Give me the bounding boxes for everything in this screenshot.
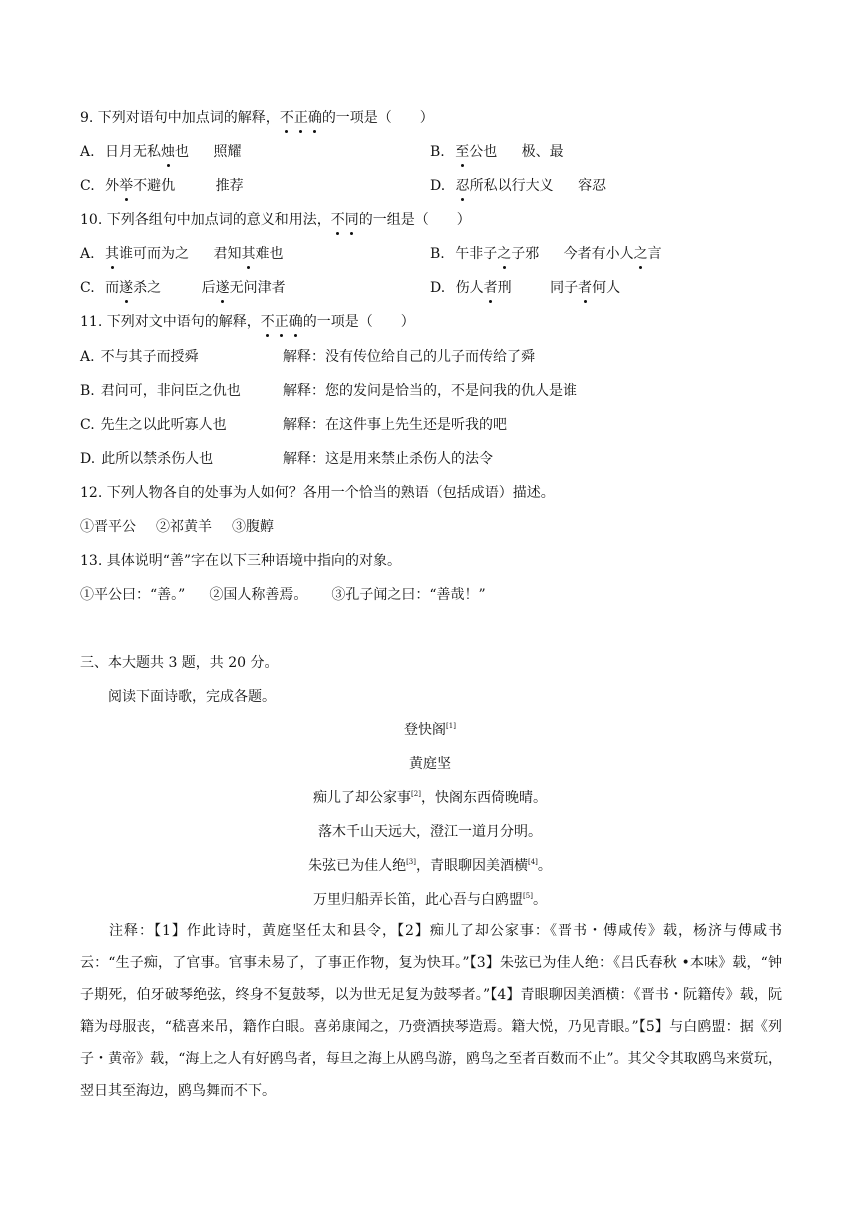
q13-items: ①平公曰：“善。” ②国人称善焉。 ③孔子闻之曰：“善哉！” (80, 587, 486, 603)
q9-option-c: C. 外举不避仇 推荐 (80, 178, 244, 194)
q9-option-d: D. 忍所私以行大义 容忍 (430, 178, 607, 194)
q9-emphasis: 不正确 (279, 110, 322, 126)
q10-option-b: B. 午非子之子邪 今者有小人之言 (430, 246, 662, 262)
section-heading: 三、本大题共 3 题，共 20 分。 (80, 655, 279, 671)
poem-line-3: 朱弦已为佳人绝[3]，青眼聊因美酒横[4]。 (308, 858, 552, 874)
q11-option-b-explanation: 解释：您的发问是恰当的，不是问我的仇人是谁 (283, 383, 577, 399)
q11-stem: 11. 下列对文中语句的解释，不正确的一项是（ ） (80, 314, 415, 330)
q11-option-c: C. 先生之以此听寡人也 (80, 417, 227, 433)
q10-stem: 10. 下列各组句中加点词的意义和用法，不同的一组是（ ） (80, 212, 471, 228)
poem-notes: 注释：【1】作此诗时，黄庭坚任太和县令，【2】痴儿了却公家事：《晋书・傅咸传》载，杨济与傅咸书云：“生子痴，了官事。官事未易了，了事正作物，复为快耳。”【3】朱弦已为佳人绝：《吕氏春秋 •本味》载，“钟子期死，伯牙破琴绝弦，终身不复鼓琴，以为世无足复为鼓琴者。”【4】青眼聊因美酒横：《晋书・阮籍传》载，阮籍为母服丧，“嵇喜来吊，籍作白眼。喜弟康闻之，乃赍酒挟琴造焉。籍大悦，乃见青眼。”【5】与白鸥盟：据《列子・黄帝》载，“海上之人有好鸥鸟者，每旦之海上从鸥鸟游，鸥鸟之至者百数而不止”。其父令其取鸥鸟来赏玩，翌日其至海边，鸥鸟舞而不下。 (80, 923, 782, 1099)
section-instruction: 阅读下面诗歌，完成各题。 (108, 689, 276, 705)
q10-option-a: A. 其谁可而为之 君知其难也 (80, 246, 284, 262)
poem-line-4: 万里归船弄长笛，此心吾与白鸥盟[5]。 (313, 892, 547, 908)
q10-emphasis: 不同 (330, 212, 359, 228)
q11-option-d-explanation: 解释：这是用来禁止杀伤人的法令 (283, 451, 493, 467)
q12-items: ①晋平公 ②祁黄羊 ③腹䵍 (80, 519, 274, 535)
q10-option-c: C. 而遂杀之 后遂无问津者 (80, 280, 286, 296)
poem-author: 黄庭坚 (409, 756, 451, 772)
q10-option-d: D. 伤人者刑 同子者何人 (430, 280, 621, 296)
q11-option-d: D. 此所以禁杀伤人也 (80, 451, 214, 467)
q11-option-c-explanation: 解释：在这件事上先生还是听我的吧 (283, 417, 507, 433)
q9-stem: 9. 下列对语句中加点词的解释，不正确的一项是（ ） (80, 110, 434, 126)
q11-option-b: B. 君问可，非问臣之仇也 (80, 383, 241, 399)
q9-option-a: A. 日月无私烛也 照耀 (80, 144, 242, 160)
q11-option-a: A. 不与其子而授舜 (80, 349, 199, 365)
poem-line-1: 痴儿了却公家事[2]，快阁东西倚晚晴。 (313, 790, 547, 806)
poem-line-2: 落木千山天远大，澄江一道月分明。 (318, 824, 542, 840)
q9-option-b: B. 至公也 极、最 (430, 144, 564, 160)
q12-stem: 12. 下列人物各自的处事为人如何？各用一个恰当的熟语（包括成语）描述。 (80, 485, 555, 501)
poem-title: 登快阁[1] (404, 722, 456, 738)
q11-emphasis: 不正确 (260, 314, 303, 330)
q13-stem: 13. 具体说明“善”字在以下三种语境中指向的对象。 (80, 553, 402, 569)
q11-option-a-explanation: 解释：没有传位给自己的儿子而传给了舜 (283, 349, 535, 365)
